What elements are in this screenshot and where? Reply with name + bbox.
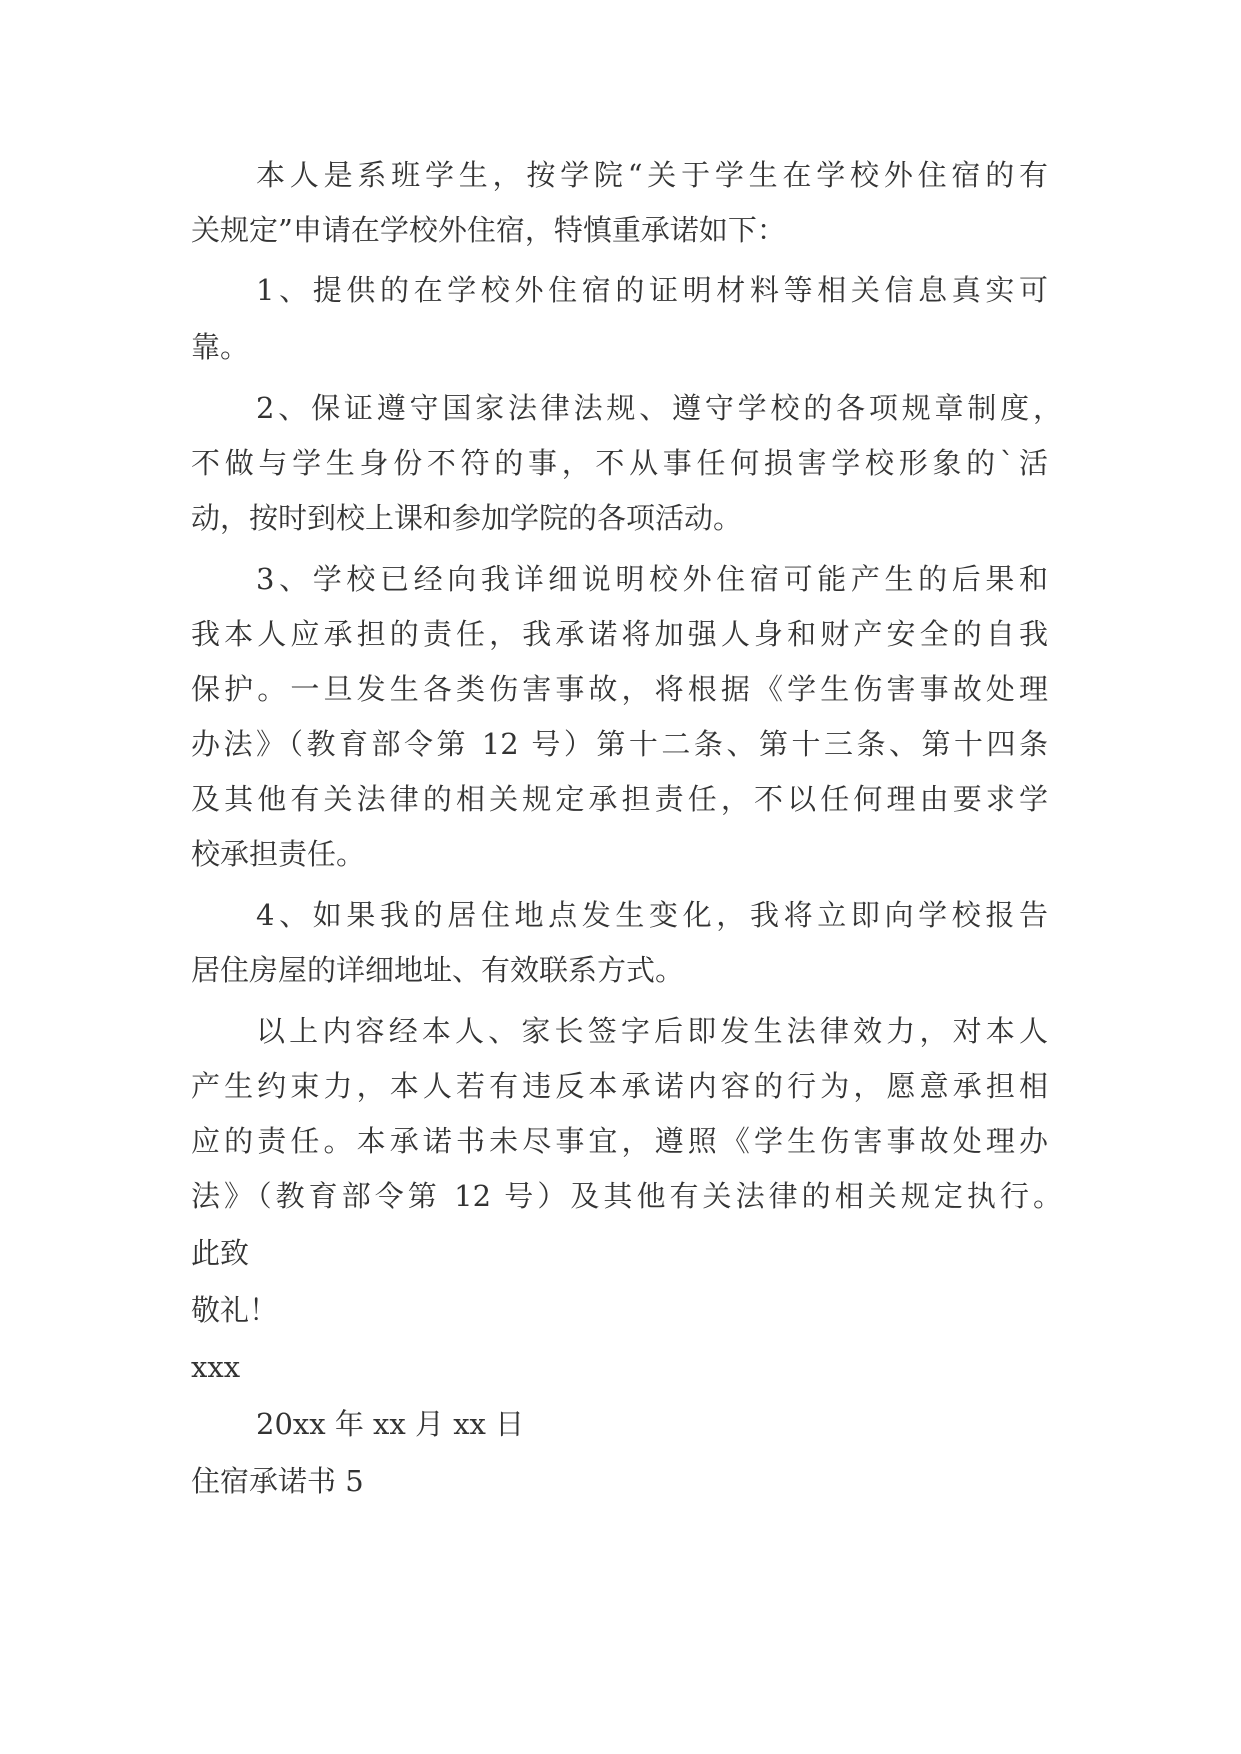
closing-paragraph-line-2: 产生约束力，本人若有违反本承诺内容的行为，愿意承担相	[191, 1069, 1048, 1103]
salutation-cizhi: 此致	[191, 1236, 250, 1270]
item-4-line-1: 4、如果我的居住地点发生变化，我将立即向学校报告	[256, 898, 1048, 932]
item-3-line-4: 办法》（教育部令第 12 号）第十二条、第十三条、第十四条	[191, 727, 1048, 761]
item-2-line-3: 动，按时到校上课和参加学院的各项活动。	[191, 501, 743, 535]
closing-paragraph-line-4: 法》（教育部令第 12 号）及其他有关法律的相关规定执行。	[191, 1179, 1062, 1213]
item-3-line-1: 3、学校已经向我详细说明校外住宿可能产生的后果和	[256, 562, 1048, 596]
signature-date: 20xx 年 xx 月 xx 日	[256, 1407, 525, 1441]
closing-paragraph-line-1: 以上内容经本人、家长签字后即发生法律效力，对本人	[256, 1014, 1048, 1048]
signature-name: xxx	[191, 1350, 241, 1384]
item-4-line-2: 居住房屋的详细地址、有效联系方式。	[191, 953, 685, 987]
closing-paragraph-line-3: 应的责任。本承诺书未尽事宜，遵照《学生伤害事故处理办	[191, 1124, 1048, 1158]
item-1-line-2: 靠。	[191, 330, 250, 364]
item-3-line-3: 保护。一旦发生各类伤害事故，将根据《学生伤害事故处理	[191, 672, 1048, 706]
paragraph-intro-line-2: 关规定”申请在学校外住宿，特慎重承诺如下：	[191, 213, 786, 247]
item-1-line-1: 1、提供的在学校外住宿的证明材料等相关信息真实可	[256, 273, 1048, 307]
item-3-line-6: 校承担责任。	[191, 837, 366, 871]
paragraph-intro-line-1: 本人是系班学生，按学院“关于学生在学校外住宿的有	[256, 158, 1048, 192]
next-section-title: 住宿承诺书 5	[191, 1464, 364, 1498]
item-3-line-5: 及其他有关法律的相关规定承担责任，不以任何理由要求学	[191, 782, 1048, 816]
item-2-line-2: 不做与学生身份不符的事，不从事任何损害学校形象的`活	[191, 446, 1048, 480]
item-2-line-1: 2、保证遵守国家法律法规、遵守学校的各项规章制度，	[256, 391, 1062, 425]
salutation-jingli: 敬礼！	[191, 1293, 279, 1327]
item-3-line-2: 我本人应承担的责任，我承诺将加强人身和财产安全的自我	[191, 617, 1048, 651]
